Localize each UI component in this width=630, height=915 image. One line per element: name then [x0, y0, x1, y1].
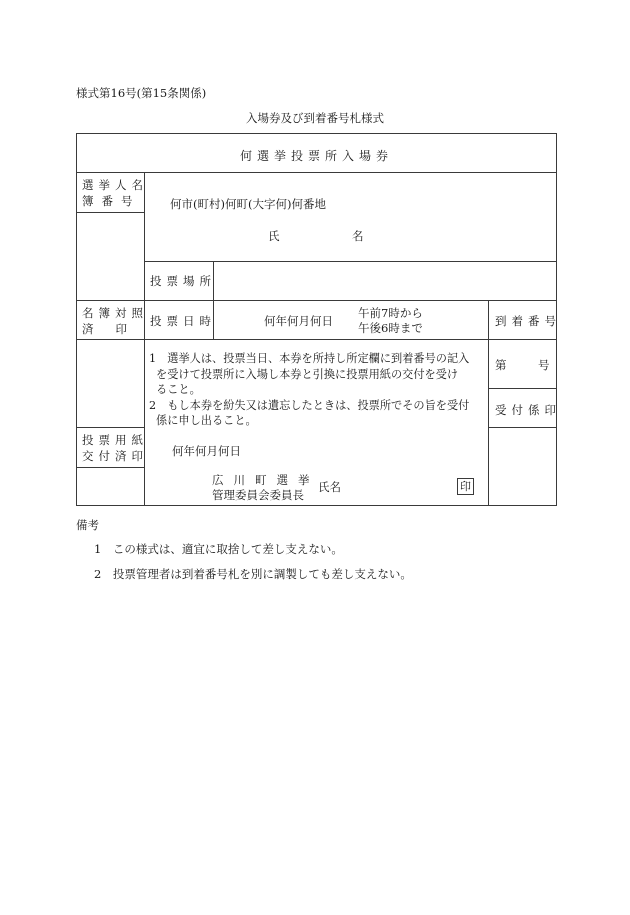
form-reference: 様式第16号(第15条関係) [76, 86, 207, 100]
ballot-issued-label-2: 交付済印 [82, 449, 148, 463]
roll-check-label-2: 済印 [82, 322, 149, 336]
committee-line-1: 広川町選挙 [212, 473, 320, 487]
voter-roll-label: 選挙人名 [82, 178, 148, 192]
ticket-header: 何選挙投票所入場券 [239, 149, 393, 163]
arrival-number-prefix: 第 [495, 358, 507, 372]
vote-time-to: 午後6時まで [358, 321, 423, 335]
reception-seal-label: 受付係印 [495, 403, 561, 417]
vote-date-label: 投票日時 [150, 314, 216, 328]
form-title: 入場券及び到着番号札様式 [246, 111, 384, 125]
committee-name-label: 氏名 [318, 480, 341, 494]
voter-roll-label-2: 簿番号 [82, 194, 141, 208]
note-item-2: 2 投票管理者は到着番号札を別に調製しても差し支えない。 [94, 567, 412, 581]
note-item-1: 1 この様式は、適宜に取捨して差し支えない。 [94, 542, 343, 556]
instruction-1-line-1: 1 選挙人は、投票当日、本券を所持し所定欄に到着番号の記入 [149, 352, 470, 365]
name-label-second: 名 [352, 229, 364, 243]
instruction-2-line-1: 2 もし本券を紛失又は遺忘したときは、投票所でその旨を受付 [149, 399, 470, 412]
vote-time-from: 午前7時から [358, 306, 423, 320]
notes-heading: 備考 [76, 518, 99, 532]
arrival-number-suffix: 号 [538, 358, 550, 372]
issue-date: 何年何月何日 [172, 444, 241, 458]
instruction-1-line-2: を受けて投票所に入場し本券と引換に投票用紙の交付を受け [156, 368, 459, 381]
roll-check-label: 名簿対照 [82, 306, 148, 320]
polling-place-label: 投票場所 [150, 274, 216, 288]
vote-date-value: 何年何月何日 [264, 314, 333, 328]
ballot-issued-label: 投票用紙 [82, 433, 148, 447]
name-label-first: 氏 [268, 229, 280, 243]
arrival-number-header: 到着番号 [495, 314, 561, 328]
committee-line-2: 管理委員会委員長 [212, 488, 304, 502]
instruction-1-line-3: ること。 [156, 383, 201, 396]
instruction-2-line-2: 係に申し出ること。 [156, 414, 257, 427]
seal-mark: 印 [457, 478, 474, 495]
voter-address: 何市(町村)何町(大字何)何番地 [170, 197, 326, 211]
